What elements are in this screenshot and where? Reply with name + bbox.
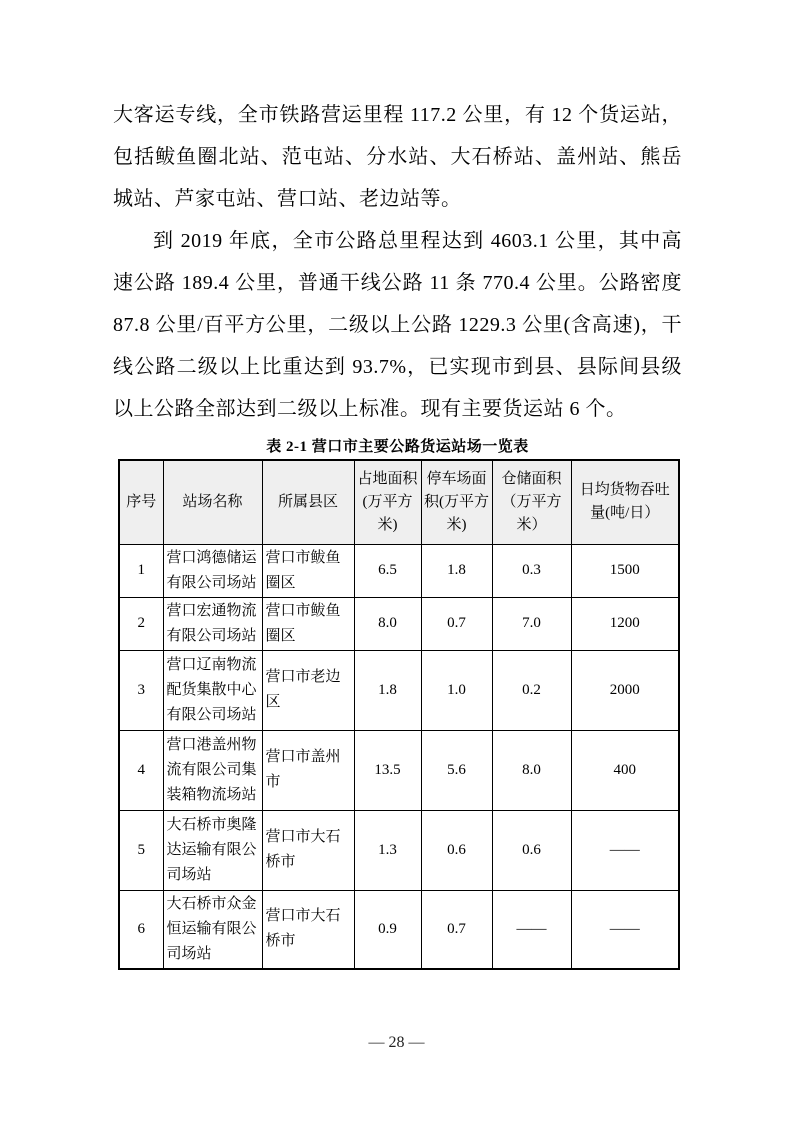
table-cell: 2000 bbox=[571, 650, 679, 730]
table-cell: 营口宏通物流有限公司场站 bbox=[163, 597, 262, 650]
column-header-5: 仓储面积（万平方米） bbox=[492, 460, 571, 544]
table-cell: 0.9 bbox=[354, 890, 421, 969]
table-cell: 大石桥市众金恒运输有限公司场站 bbox=[163, 890, 262, 969]
table-cell: 6 bbox=[119, 890, 163, 969]
table-cell: —— bbox=[492, 890, 571, 969]
table-cell: 营口市老边区 bbox=[262, 650, 354, 730]
table-cell: 13.5 bbox=[354, 730, 421, 810]
table-head bbox=[119, 460, 679, 544]
freight-stations-table bbox=[118, 459, 680, 970]
table-cell: 0.2 bbox=[492, 650, 571, 730]
table-cell: 0.7 bbox=[421, 597, 492, 650]
column-header-6: 日均货物吞吐量(吨/日） bbox=[571, 460, 679, 544]
table-row bbox=[119, 810, 679, 890]
table-cell: 营口辽南物流配货集散中心有限公司场站 bbox=[163, 650, 262, 730]
table-cell: 营口鸿德储运有限公司场站 bbox=[163, 544, 262, 597]
table-cell: 1 bbox=[119, 544, 163, 597]
table-cell: 1.3 bbox=[354, 810, 421, 890]
table-cell: 1.8 bbox=[354, 650, 421, 730]
table-cell: 2 bbox=[119, 597, 163, 650]
table-cell: —— bbox=[571, 810, 679, 890]
table-cell: 1.8 bbox=[421, 544, 492, 597]
table-row bbox=[119, 890, 679, 969]
table-cell: 0.6 bbox=[421, 810, 492, 890]
table-cell: 营口市鲅鱼圈区 bbox=[262, 597, 354, 650]
column-header-3: 占地面积(万平方米) bbox=[354, 460, 421, 544]
table-cell: —— bbox=[571, 890, 679, 969]
table-cell: 6.5 bbox=[354, 544, 421, 597]
table-cell: 营口市大石桥市 bbox=[262, 810, 354, 890]
table-cell: 8.0 bbox=[492, 730, 571, 810]
table-row bbox=[119, 730, 679, 810]
page-number: — 28 — bbox=[368, 1034, 425, 1051]
table-body bbox=[119, 544, 679, 969]
table-cell: 400 bbox=[571, 730, 679, 810]
table-caption: 表 2-1 营口市主要公路货运站场一览表 bbox=[266, 439, 529, 455]
table-row bbox=[119, 544, 679, 597]
table-header-row bbox=[119, 460, 679, 544]
table-cell: 3 bbox=[119, 650, 163, 730]
table-cell: 1500 bbox=[571, 544, 679, 597]
table-cell: 8.0 bbox=[354, 597, 421, 650]
table-cell: 营口市盖州市 bbox=[262, 730, 354, 810]
table-cell: 1200 bbox=[571, 597, 679, 650]
table-cell: 0.6 bbox=[492, 810, 571, 890]
column-header-4: 停车场面积(万平方米) bbox=[421, 460, 492, 544]
paragraph-highway: 到 2019 年底，全市公路总里程达到 4603.1 公里，其中高速公路 189.4 公里，普通干线公路 11 条 770.4 公里。公路密度 87.8 公里/百平方公里，二级以上公路 1229.3 公里(含高速)，干线公路二级以上比重达到 93.7%，已实现市到县、县际间县级以上公路全部达到二级以上标准。现有主要货运站 6 个。 bbox=[113, 230, 682, 420]
column-header-0: 序号 bbox=[119, 460, 163, 544]
table-cell: 营口港盖州物流有限公司集装箱物流场站 bbox=[163, 730, 262, 810]
paragraph-railway: 大客运专线，全市铁路营运里程 117.2 公里，有 12 个货运站，包括鲅鱼圈北站、范屯站、分水站、大石桥站、盖州站、熊岳城站、芦家屯站、营口站、老边站等。 bbox=[113, 104, 682, 210]
table-cell: 1.0 bbox=[421, 650, 492, 730]
table-cell: 5 bbox=[119, 810, 163, 890]
table-cell: 7.0 bbox=[492, 597, 571, 650]
column-header-1: 站场名称 bbox=[163, 460, 262, 544]
table-cell: 营口市大石桥市 bbox=[262, 890, 354, 969]
column-header-2: 所属县区 bbox=[262, 460, 354, 544]
table-cell: 0.7 bbox=[421, 890, 492, 969]
table-cell: 0.3 bbox=[492, 544, 571, 597]
table-row bbox=[119, 597, 679, 650]
table-cell: 4 bbox=[119, 730, 163, 810]
table-cell: 大石桥市奥隆达运输有限公司场站 bbox=[163, 810, 262, 890]
table-cell: 5.6 bbox=[421, 730, 492, 810]
table-cell: 营口市鲅鱼圈区 bbox=[262, 544, 354, 597]
table-row bbox=[119, 650, 679, 730]
